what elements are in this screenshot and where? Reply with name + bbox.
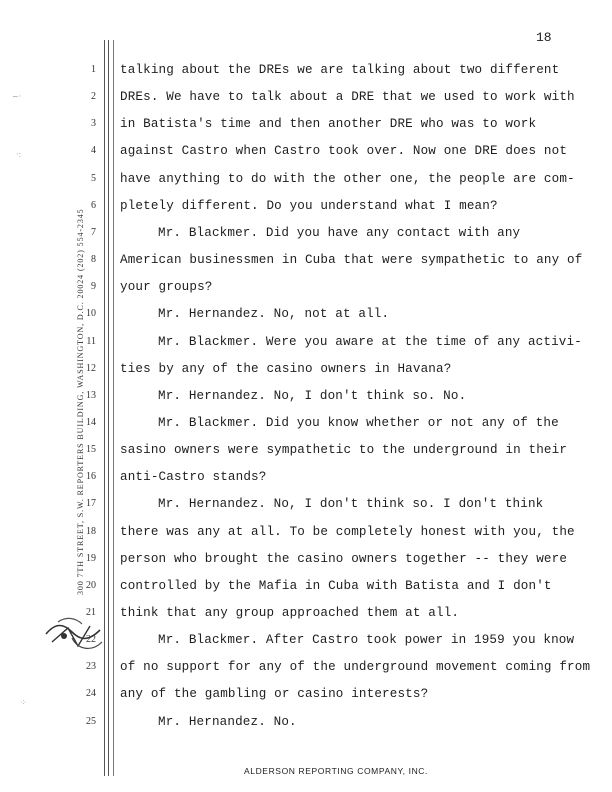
footer-reporting-company: ALDERSON REPORTING COMPANY, INC.	[243, 766, 429, 776]
transcript-line: Mr. Blackmer. Did you have any contact with any	[158, 225, 521, 240]
transcript-line: Mr. Blackmer. Were you aware at the time of any activi-	[158, 334, 582, 349]
transcript-line: there was any at all. To be completely honest with you, the	[120, 524, 575, 539]
line-number: 6	[91, 199, 96, 211]
transcript-line: Mr. Blackmer. Did you know whether or not any of the	[158, 415, 559, 430]
transcript-line: think that any group approached them at all.	[120, 606, 460, 620]
left-margin-rule	[108, 40, 109, 776]
line-number: 23	[86, 661, 96, 673]
transcript-line: in Batista's time and then another DRE who was to work	[120, 117, 537, 132]
transcript-line: Mr. Hernandez. No.	[158, 714, 297, 729]
transcript-line: Mr. Hernandez. No, I don't think so. I don't think	[158, 497, 544, 512]
transcript-line: Mr. Hernandez. No, not at all.	[158, 307, 390, 322]
transcript-line: have anything to do with the other one, the people are com-	[120, 171, 575, 186]
line-number: 21	[86, 607, 96, 618]
transcript-line: American businessmen in Cuba that were sympathetic to any of	[120, 253, 583, 268]
transcript-line: Mr. Blackmer. After Castro took power in 1959 you know	[158, 633, 575, 648]
transcript-line: of no support for any of the underground movement coming from	[120, 660, 591, 675]
line-number: 7	[91, 226, 96, 238]
line-number: 15	[86, 444, 96, 456]
line-number: 5	[91, 172, 96, 184]
line-number: 11	[86, 335, 96, 347]
line-number: 3	[91, 118, 96, 130]
line-number: 16	[86, 471, 96, 483]
line-number: 12	[86, 362, 96, 374]
transcript-line: talking about the DREs we are talking about two different	[120, 63, 560, 77]
line-number: 18	[86, 525, 96, 537]
line-number: 4	[91, 145, 96, 157]
line-number: 22	[86, 634, 96, 646]
transcript-line: person who brought the casino owners together -- they were	[120, 551, 568, 566]
scan-speck: ⁘	[20, 698, 27, 707]
transcript-line: against Castro when Castro took over. Now one DRE does not	[120, 144, 568, 159]
line-number: 8	[91, 254, 96, 266]
scan-speck: ~·	[12, 92, 22, 101]
page-number: 18	[536, 30, 552, 45]
line-number: 13	[86, 389, 96, 401]
transcript-line: pletely different. Do you understand what I mean?	[120, 198, 498, 213]
line-number: 17	[86, 498, 96, 510]
left-margin-rule	[113, 40, 114, 776]
line-number: 1	[91, 64, 96, 75]
line-number: 10	[86, 308, 96, 320]
line-number: 14	[86, 416, 96, 428]
line-number: 25	[86, 715, 96, 727]
transcript-line: Mr. Hernandez. No, I don't think so. No.	[158, 388, 467, 403]
line-number: 20	[86, 579, 96, 591]
handwritten-initials-stamp	[42, 612, 112, 658]
transcript-line: anti-Castro stands?	[120, 470, 267, 485]
transcript-line: DREs. We have to talk about a DRE that we used to work with	[120, 90, 575, 105]
line-number: 24	[86, 688, 96, 700]
transcript-line: controlled by the Mafia in Cuba with Batista and I don't	[120, 578, 552, 593]
reporter-address-vertical: 300 7TH STREET, S.W. REPORTERS BUILDING, WASHINGTON, D.C. 20024 (202) 554-2345	[76, 208, 85, 595]
left-margin-rule	[104, 40, 105, 776]
transcript-line: your groups?	[120, 280, 213, 295]
line-number: 19	[86, 552, 96, 564]
line-number: 2	[91, 91, 96, 103]
transcript-line: any of the gambling or casino interests?	[120, 687, 429, 702]
transcript-line: ties by any of the casino owners in Havana?	[120, 361, 452, 376]
scan-speck: ·:	[16, 150, 22, 159]
line-number: 9	[91, 281, 96, 293]
transcript-line: sasino owners were sympathetic to the underground in their	[120, 443, 568, 458]
